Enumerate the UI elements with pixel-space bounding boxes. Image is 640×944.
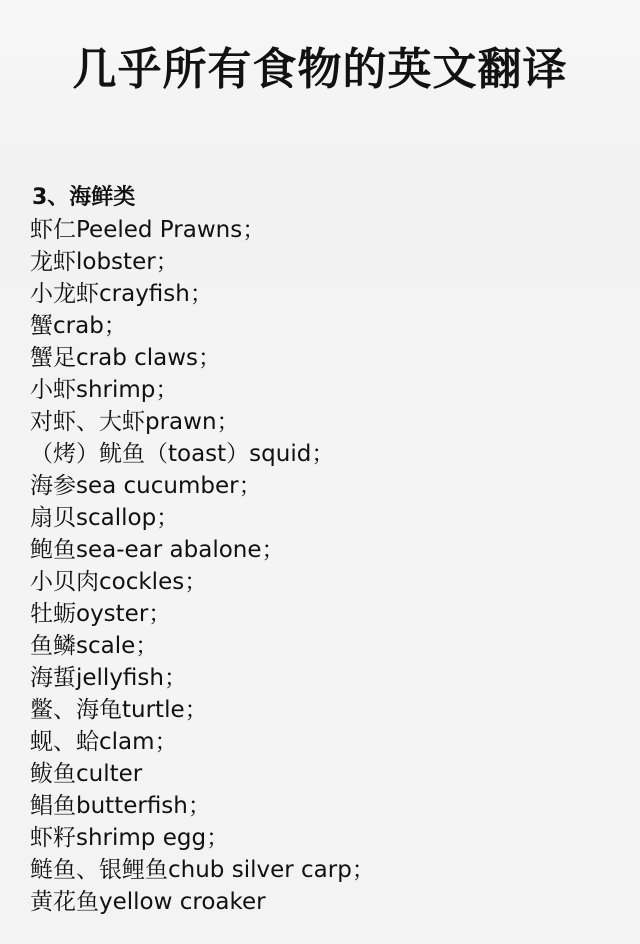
list-item: 海参sea cucumber； [30,473,262,499]
list-item: 鲍鱼sea-ear abalone； [30,537,285,563]
section-heading: 3、海鲜类 [32,185,136,210]
seafood-list [30,214,375,918]
list-item: 鲳鱼butterfish； [30,793,211,819]
list-item: 小贝肉cockles； [30,569,208,595]
list-item: 鲅鱼culter [30,761,143,787]
list-item: 小虾shrimp； [30,377,179,403]
list-item: 鲢鱼、银鲤鱼chub silver carp； [30,857,375,883]
list-item: 鱼鳞scale； [30,633,159,659]
list-item: （烤）鱿鱼（toast）squid； [30,441,335,467]
list-item: 海蜇jellyfish； [30,665,187,691]
list-item: 蟹足crab claws； [30,345,222,371]
list-item: 龙虾lobster； [30,249,179,275]
list-item: 牡蛎oyster； [30,601,172,627]
list-item: 虾仁Peeled Prawns； [30,217,266,243]
list-item: 蚬、蛤clam； [30,729,178,755]
page-title: 几乎所有食物的英文翻译 [72,44,568,95]
list-item: 虾籽shrimp egg； [30,825,230,851]
list-item: 鳖、海龟turtle； [30,697,208,723]
list-item: 黄花鱼yellow croaker [30,889,266,915]
list-item: 扇贝scallop； [30,505,180,531]
list-item: 蟹crab； [30,313,127,339]
list-item: 小龙虾crayfish； [30,281,213,307]
list-item: 对虾、大虾prawn； [30,409,240,435]
